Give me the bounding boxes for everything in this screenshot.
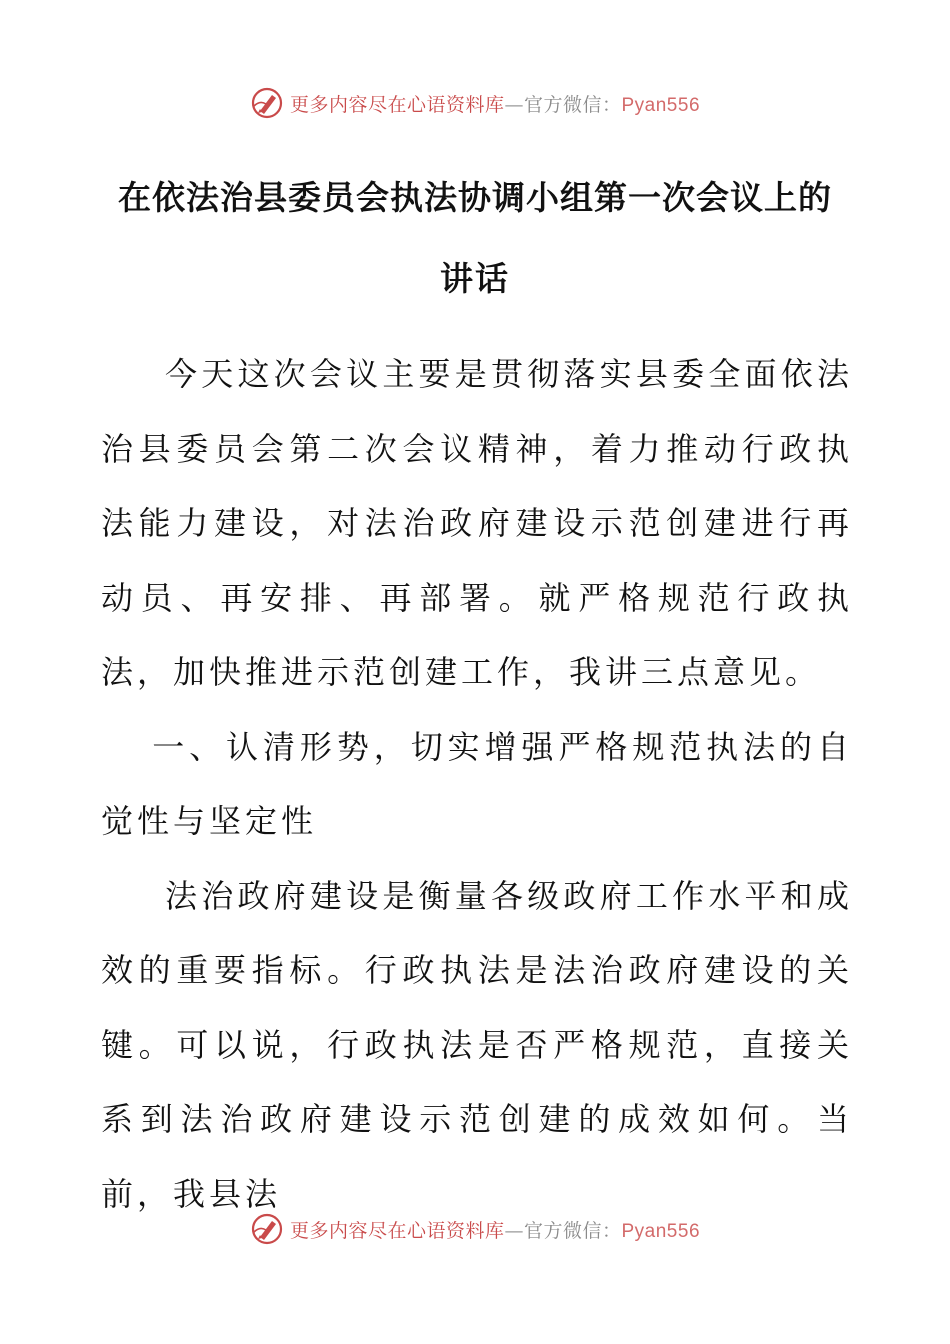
watermark-separator: — <box>504 93 524 116</box>
watermark-wechat-label: 官方微信： <box>523 93 622 116</box>
document-title-line2: 讲话 <box>440 259 510 298</box>
watermark-banner-top <box>0 86 950 120</box>
document-body <box>101 337 853 1231</box>
body-paragraph: 今天这次会议主要是贯彻落实县委全面依法治县委员会第二次会议精神，着力推动行政执法能力建设，对法治政府建设示范创建进行再动员、再安排、再部署。就严格规范行政执法，加快推进示范创建工作，我讲三点意见。 <box>101 355 853 691</box>
pen-nib-icon <box>250 86 284 120</box>
body-paragraph: 法治政府建设是衡量各级政府工作水平和成效的重要指标。行政执法是法治政府建设的关键。可以说，行政执法是否严格规范，直接关系到法治政府建设示范创建的成效如何。当前，我县法 <box>101 876 853 1213</box>
watermark-wechat-id: Pyan556 <box>621 1220 701 1242</box>
watermark-separator: — <box>504 1219 524 1242</box>
watermark-prefix: 更多内容尽在心语资料库 <box>289 93 505 116</box>
watermark-wechat-label: 官方微信： <box>523 1219 622 1242</box>
document-title-line1: 在依法治县委员会执法协调小组第一次会议上的 <box>118 178 832 217</box>
watermark-wechat-id: Pyan556 <box>621 94 701 116</box>
watermark-prefix: 更多内容尽在心语资料库 <box>289 1219 505 1242</box>
watermark-text <box>290 90 700 117</box>
section-heading: 一、认清形势，切实增强严格规范执法的自觉性与坚定性 <box>101 727 853 840</box>
pen-nib-icon <box>250 1212 284 1246</box>
watermark-banner-bottom <box>0 1212 950 1246</box>
watermark-text <box>290 1216 700 1243</box>
